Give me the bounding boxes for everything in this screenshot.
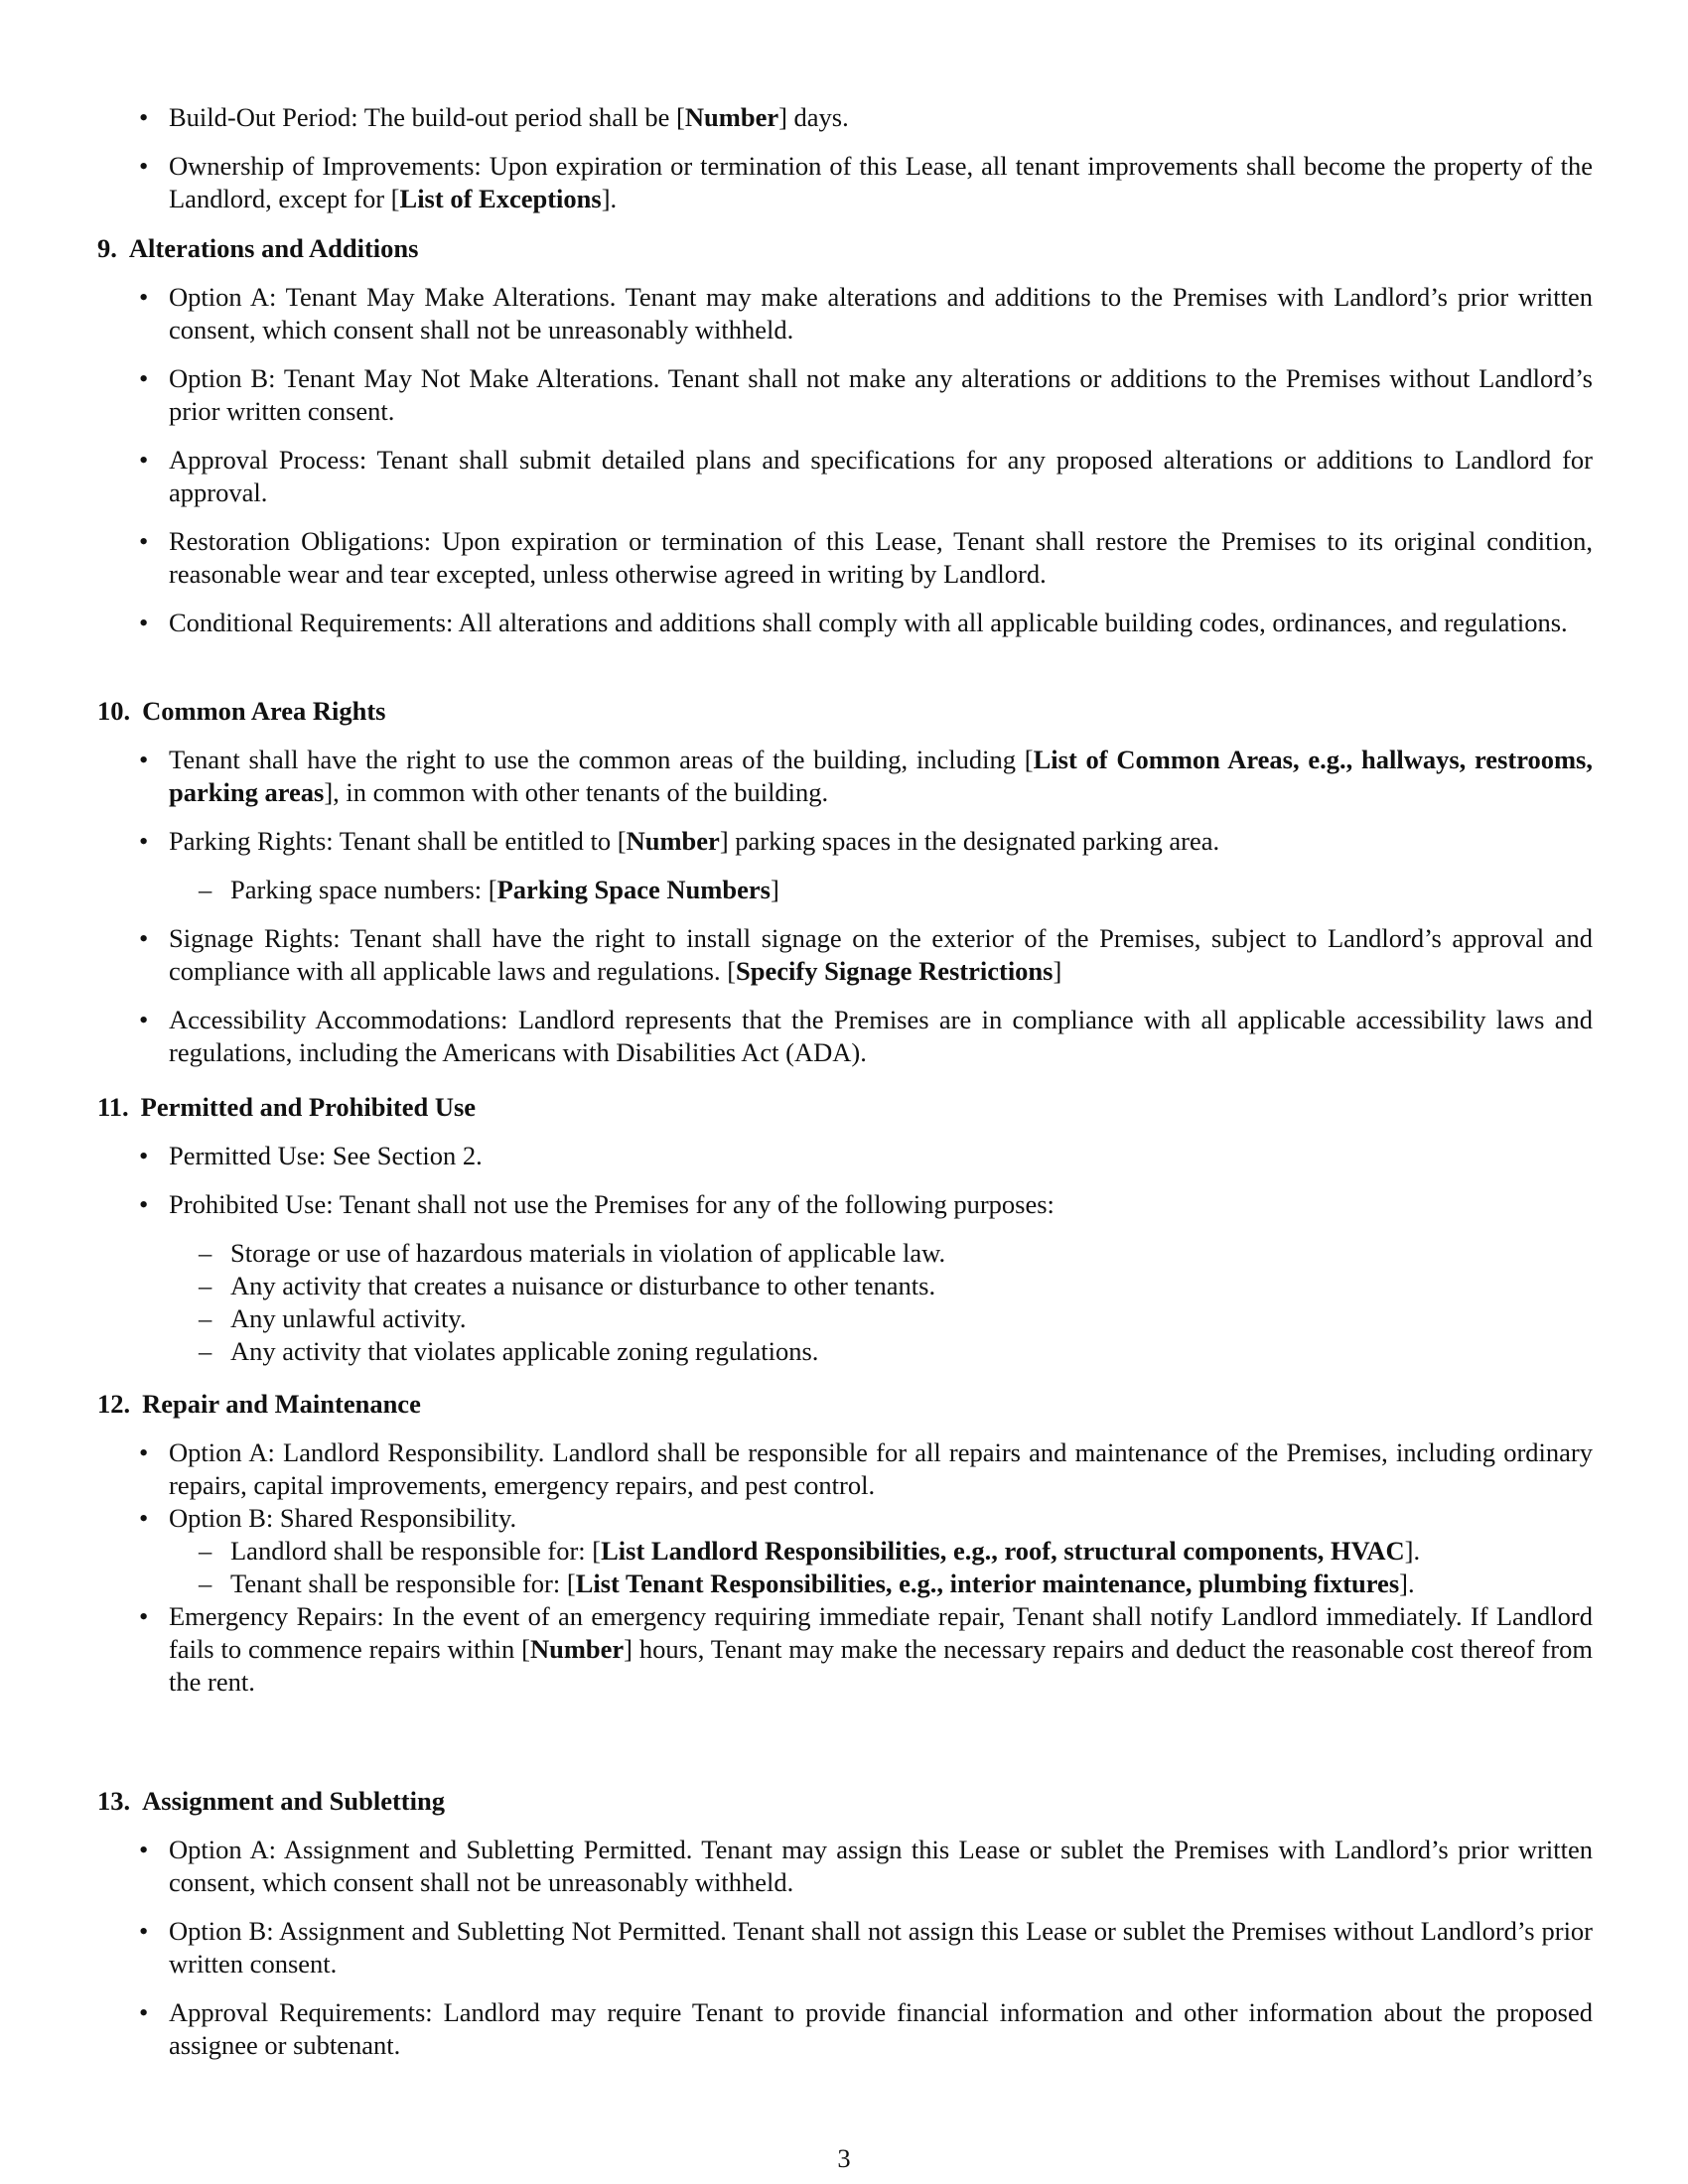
sub-list-item: – Landlord shall be responsible for: [List Landlord Responsibilities, e.g., roof, structural components, HVAC]. [169,1535,1593,1568]
page-number: 3 [837,2143,851,2173]
list-item: • Option A: Assignment and Subletting Permitted. Tenant may assign this Lease or sublet the Premises with Landlord’s prior written consent, which consent shall not be unreasonably withheld. [97,1834,1593,1899]
sub-list-item: – Parking space numbers: [Parking Space Numbers] [169,874,1593,906]
section-heading: 11. Permitted and Prohibited Use [97,1092,477,1122]
list-item: • Parking Rights: Tenant shall be entitled to [Number] parking spaces in the designated parking area. – Parking space numbers: [Parking Space Numbers] [97,825,1593,906]
section-10 [97,695,1593,1069]
list-item-build-out-period: • Build-Out Period: The build-out period shall be [Number] days. [97,101,1593,134]
list-item: • Option B: Tenant May Not Make Alterations. Tenant shall not make any alterations or additions to the Premises without Landlord’s prior written consent. [97,362,1593,428]
list-item: • Option B: Shared Responsibility. – Landlord shall be responsible for: [List Landlord Responsibilities, e.g., roof, structural components, HVAC]. – Tenant shall be responsible for: [List Tenant Responsibilities, e.g., interior maintenance, plumbing fixtures]. [97,1502,1593,1600]
sub-list-item: – Tenant shall be responsible for: [List Tenant Responsibilities, e.g., interior maintenance, plumbing fixtures]. [169,1568,1593,1600]
list-item: • Option A: Tenant May Make Alterations. Tenant may make alterations and additions to the Premises with Landlord’s prior written consent, which consent shall not be unreasonably withheld. [97,281,1593,346]
sub-list-item: – Storage or use of hazardous materials in violation of applicable law. [169,1237,1593,1270]
section-8-continuation [97,101,1593,215]
list-item: • Option A: Landlord Responsibility. Landlord shall be responsible for all repairs and maintenance of the Premises, including ordinary repairs, capital improvements, emergency repairs, and pest control. [97,1436,1593,1502]
list-item: • Prohibited Use: Tenant shall not use the Premises for any of the following purposes: – Storage or use of hazardous materials in violation of applicable law. – Any activity that creates a nuisance or disturbance to other tenants. – Any unlawful activity. – Any activity that violates applicable zoning regulations. [97,1188,1593,1368]
list-item: • Tenant shall have the right to use the common areas of the building, including [List of Common Areas, e.g., hallways, restrooms, parking areas], in common with other tenants of the building. [97,744,1593,809]
sub-list-item: – Any activity that creates a nuisance or disturbance to other tenants. [169,1270,1593,1302]
section-11 [97,1091,1593,1368]
list-item-ownership-of-improvements: • Ownership of Improvements: Upon expiration or termination of this Lease, all tenant improvements shall become the property of the Landlord, except for [List of Exceptions]. [97,150,1593,215]
section-heading: 12. Repair and Maintenance [97,1389,421,1419]
section-heading: 13. Assignment and Subletting [97,1786,445,1816]
sub-list-item: – Any activity that violates applicable zoning regulations. [169,1335,1593,1368]
section-heading: 9. Alterations and Additions [97,233,419,263]
sub-list-item: – Any unlawful activity. [169,1302,1593,1335]
list-item: • Accessibility Accommodations: Landlord represents that the Premises are in compliance with all applicable accessibility laws and regulations, including the Americans with Disabilities Act (ADA). [97,1004,1593,1069]
list-item: • Conditional Requirements: All alterations and additions shall comply with all applicable building codes, ordinances, and regulations. [97,607,1593,639]
list-item: • Emergency Repairs: In the event of an emergency requiring immediate repair, Tenant shall notify Landlord immediately. If Landlord fails to commence repairs within [Number] hours, Tenant may make the necessary repairs and deduct the reasonable cost thereof from the rent. [97,1600,1593,1699]
section-9 [97,232,1593,639]
section-heading: 10. Common Area Rights [97,696,386,726]
list-item: • Approval Process: Tenant shall submit detailed plans and specifications for any proposed alterations or additions to Landlord for approval. [97,444,1593,509]
list-item: • Restoration Obligations: Upon expiration or termination of this Lease, Tenant shall restore the Premises to its original condition, reasonable wear and tear excepted, unless otherwise agreed in writing by Landlord. [97,525,1593,591]
list-item: • Option B: Assignment and Subletting Not Permitted. Tenant shall not assign this Lease or sublet the Premises without Landlord’s prior written consent. [97,1915,1593,1980]
list-item: • Permitted Use: See Section 2. [97,1140,1593,1172]
list-item: • Approval Requirements: Landlord may require Tenant to provide financial information and other information about the proposed assignee or subtenant. [97,1996,1593,2062]
section-13 [97,1785,1593,2062]
section-12 [97,1388,1593,1699]
list-item: • Signage Rights: Tenant shall have the right to install signage on the exterior of the Premises, subject to Landlord’s approval and compliance with all applicable laws and regulations. [Specify Signage Restrictions] [97,922,1593,988]
